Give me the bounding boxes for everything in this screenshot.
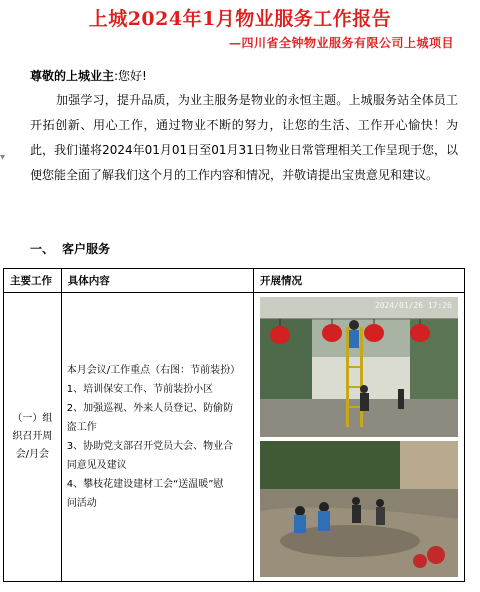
salutation-greeting: 尊敬的上城业主	[30, 69, 115, 83]
report-title: 上城2024年1月物业服务工作报告	[88, 8, 392, 30]
section-number: 一、	[30, 242, 55, 256]
content-line: 本月会议/工作重点（右图：节前装扮）	[66, 365, 241, 376]
header-main-work: 主要工作	[4, 269, 62, 293]
content-line: 1、培训保安工作、节前装扮小区	[66, 384, 214, 395]
header-content: 具体内容	[61, 269, 253, 293]
report-table	[3, 268, 465, 582]
margin-marker-icon: ▾	[0, 152, 6, 163]
category-line: 会/月会	[15, 449, 50, 460]
content-line: 同意见及建议	[66, 460, 127, 471]
section-heading	[30, 240, 110, 257]
section-title: 客户服务	[62, 242, 111, 256]
content-line: 盗工作	[66, 422, 97, 433]
content-line: 4、攀枝花建设建材工会“送温暖”慰	[66, 479, 224, 490]
content-line: 问活动	[66, 498, 97, 509]
photo-timestamp: 2024/01/26 17:26	[374, 301, 452, 310]
header-progress: 开展情况	[253, 269, 464, 293]
photo-lantern-illustration	[260, 297, 458, 437]
category-cell	[4, 293, 62, 582]
salutation-suffix: :您好!	[114, 69, 147, 83]
photo-courtyard-cleaning	[260, 441, 458, 577]
table-row	[4, 293, 465, 582]
category-line: 织召开周	[12, 431, 53, 442]
salutation	[30, 67, 147, 84]
photo-cleaning-illustration	[260, 441, 458, 577]
content-line: 3、协助党支部召开党员大会、物业合	[66, 441, 234, 452]
photo-lantern-decorating	[260, 297, 458, 437]
photo-cell	[253, 293, 464, 582]
report-subtitle: —四川省全钟物业服务有限公司上城项目	[228, 36, 454, 50]
intro-paragraph: 加强学习，提升品质，为业主服务是物业的永恒主题。上城服务站全体员工开拓创新、用心工作，通过物业不断的努力，让您的生活、工作开心愉快！为此，我们谨将2024年01月01日至01月31日物业日常管理相关工作呈现于您，以便您能全面了解我们这个月的工作内容和情况，并敬请提出宝贵意见和建议。	[30, 93, 458, 182]
table-header-row	[4, 269, 465, 293]
category-line: （一）组	[12, 413, 53, 424]
content-cell	[61, 293, 253, 582]
content-line: 2、加强巡视、外来人员登记、防偷防	[66, 403, 234, 414]
